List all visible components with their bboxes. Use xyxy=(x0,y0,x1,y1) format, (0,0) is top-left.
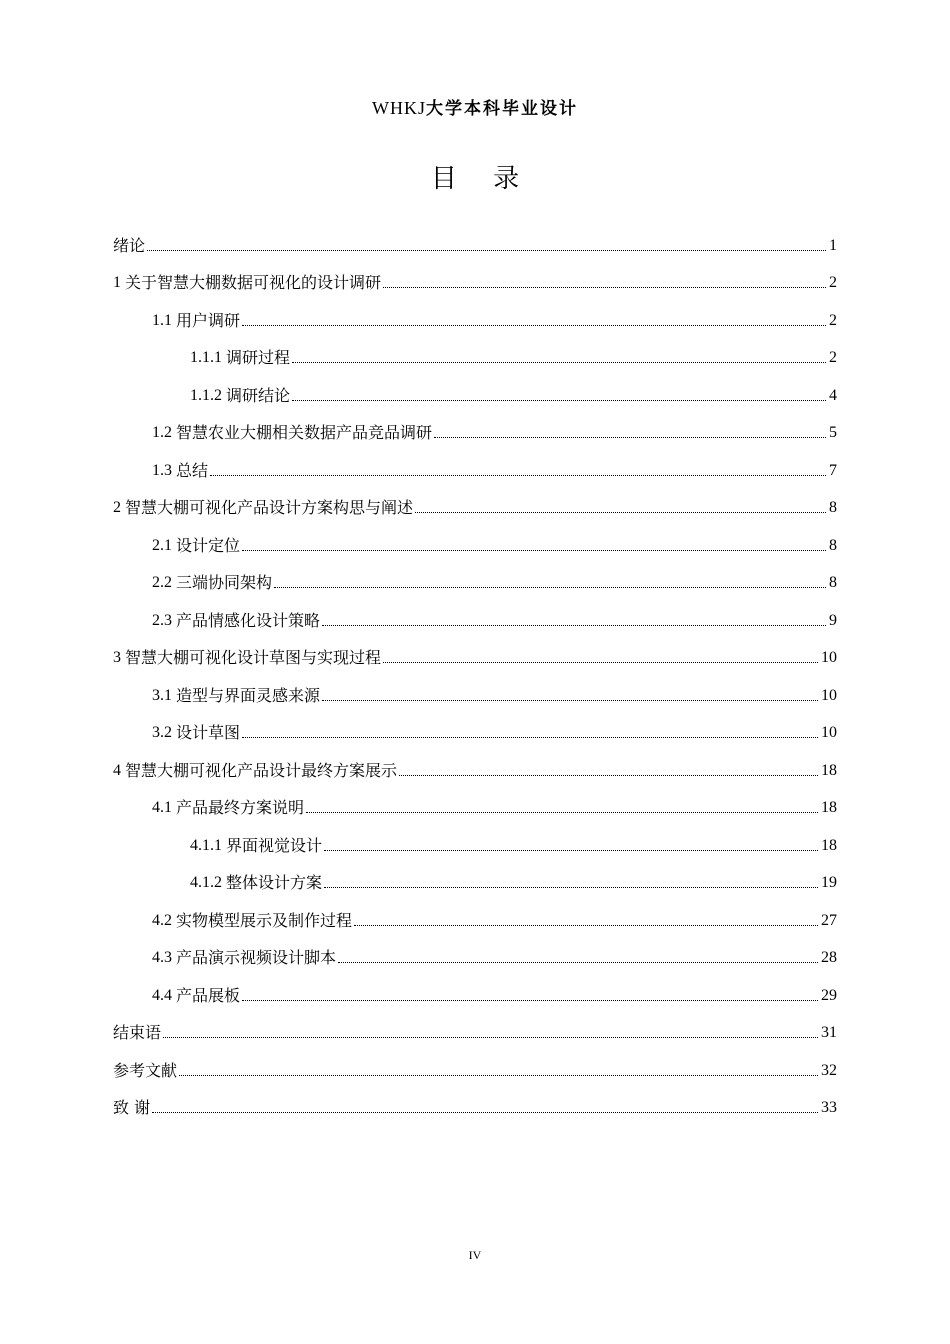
toc-entry-number: 2.3 xyxy=(152,611,176,629)
toc-entry[interactable] xyxy=(113,302,837,340)
toc-entry[interactable] xyxy=(113,227,837,265)
toc-entry-title: 结束语 xyxy=(113,1023,162,1043)
toc-entry-page: 1 xyxy=(829,236,837,254)
toc-entry-page: 28 xyxy=(821,949,837,967)
toc-dot-leader xyxy=(383,648,818,668)
toc-entry-page: 10 xyxy=(821,724,837,742)
toc-entry-title: 用户调研 xyxy=(176,310,241,330)
toc-entry-page: 29 xyxy=(821,986,837,1004)
toc-entry-title: 智慧大棚可视化产品设计方案构思与阐述 xyxy=(125,498,414,518)
toc-dot-leader xyxy=(242,986,818,1006)
toc-entry-page: 33 xyxy=(821,1099,837,1117)
toc-entry-number: 4.2 xyxy=(152,911,176,929)
toc-dot-leader xyxy=(179,1061,818,1081)
toc-dot-leader xyxy=(152,1098,818,1118)
toc-entry-number: 2 xyxy=(113,499,125,517)
toc-entry[interactable] xyxy=(113,1015,837,1053)
toc-entry[interactable] xyxy=(113,1052,837,1090)
header-title-text: 大学本科毕业设计 xyxy=(426,99,578,119)
toc-entry-number: 3.2 xyxy=(152,724,176,742)
toc-entry-page: 18 xyxy=(821,836,837,854)
table-of-contents xyxy=(113,227,837,1127)
toc-dot-leader xyxy=(322,611,826,631)
toc-entry-page: 10 xyxy=(821,686,837,704)
toc-entry[interactable] xyxy=(113,865,837,903)
toc-entry-title: 界面视觉设计 xyxy=(226,835,323,855)
toc-entry[interactable] xyxy=(113,677,837,715)
toc-dot-leader xyxy=(434,423,826,443)
toc-dot-leader xyxy=(242,536,826,556)
toc-entry-page: 2 xyxy=(829,349,837,367)
toc-entry-title: 绪论 xyxy=(113,235,146,255)
toc-entry-number: 4.1.2 xyxy=(190,874,226,892)
toc-entry-number: 2.1 xyxy=(152,536,176,554)
toc-entry[interactable] xyxy=(113,902,837,940)
toc-entry-title: 关于智慧大棚数据可视化的设计调研 xyxy=(125,273,382,293)
toc-entry[interactable] xyxy=(113,640,837,678)
toc-entry-number: 1.2 xyxy=(152,424,176,442)
page-header xyxy=(0,94,950,119)
toc-dot-leader xyxy=(292,348,826,368)
toc-entry[interactable] xyxy=(113,827,837,865)
toc-dot-leader xyxy=(324,873,818,893)
toc-entry-number: 1.1.2 xyxy=(190,386,226,404)
toc-entry-page: 18 xyxy=(821,761,837,779)
toc-entry[interactable] xyxy=(113,565,837,603)
toc-entry-page: 31 xyxy=(821,1024,837,1042)
toc-entry-title: 产品演示视频设计脚本 xyxy=(176,948,337,968)
toc-entry-page: 19 xyxy=(821,874,837,892)
toc-entry-page: 5 xyxy=(829,424,837,442)
toc-entry-page: 4 xyxy=(829,386,837,404)
toc-entry-title: 整体设计方案 xyxy=(226,873,323,893)
toc-entry-title: 三端协同架构 xyxy=(176,573,273,593)
toc-entry-number: 4.1 xyxy=(152,799,176,817)
toc-entry-page: 7 xyxy=(829,461,837,479)
toc-entry-title: 致 谢 xyxy=(113,1098,151,1118)
toc-entry[interactable] xyxy=(113,265,837,303)
page-number: IV xyxy=(468,1248,482,1262)
toc-entry[interactable] xyxy=(113,715,837,753)
toc-entry-number: 1.1 xyxy=(152,311,176,329)
toc-entry-number: 3 xyxy=(113,649,125,667)
toc-entry-number: 4.1.1 xyxy=(190,836,226,854)
toc-entry-page: 2 xyxy=(829,311,837,329)
toc-entry-number: 4.4 xyxy=(152,986,176,1004)
toc-entry-title: 总结 xyxy=(176,460,209,480)
toc-entry[interactable] xyxy=(113,752,837,790)
toc-entry-page: 10 xyxy=(821,649,837,667)
toc-dot-leader xyxy=(292,386,826,406)
toc-entry-title: 产品展板 xyxy=(176,985,241,1005)
toc-entry-title: 智慧大棚可视化产品设计最终方案展示 xyxy=(125,760,398,780)
toc-entry-page: 27 xyxy=(821,911,837,929)
toc-entry-page: 8 xyxy=(829,536,837,554)
toc-entry-title: 产品最终方案说明 xyxy=(176,798,305,818)
toc-entry-title: 设计定位 xyxy=(176,535,241,555)
toc-entry[interactable] xyxy=(113,415,837,453)
toc-entry-page: 18 xyxy=(821,799,837,817)
toc-entry-title: 造型与界面灵感来源 xyxy=(176,685,321,705)
toc-entry-number: 4 xyxy=(113,761,125,779)
toc-entry-number: 1.1.1 xyxy=(190,349,226,367)
toc-entry-title: 实物模型展示及制作过程 xyxy=(176,910,353,930)
toc-entry-title: 调研过程 xyxy=(226,348,291,368)
toc-entry-number: 4.3 xyxy=(152,949,176,967)
toc-dot-leader xyxy=(383,273,826,293)
toc-entry-title: 参考文献 xyxy=(113,1060,178,1080)
toc-entry[interactable] xyxy=(113,977,837,1015)
header-latin-text: WHKJ xyxy=(372,98,426,118)
toc-dot-leader xyxy=(274,573,826,593)
toc-entry[interactable] xyxy=(113,940,837,978)
toc-heading: 目 录 xyxy=(430,164,534,194)
toc-entry-title: 智慧农业大棚相关数据产品竞品调研 xyxy=(176,423,433,443)
toc-dot-leader xyxy=(399,761,818,781)
toc-dot-leader xyxy=(242,723,818,743)
toc-entry[interactable] xyxy=(113,377,837,415)
toc-dot-leader xyxy=(210,461,826,481)
toc-entry-title: 产品情感化设计策略 xyxy=(176,610,321,630)
toc-entry-title: 设计草图 xyxy=(176,723,241,743)
toc-entry[interactable] xyxy=(113,340,837,378)
toc-entry-number: 1 xyxy=(113,274,125,292)
toc-entry[interactable] xyxy=(113,1090,837,1128)
toc-entry-number: 1.3 xyxy=(152,461,176,479)
toc-entry-page: 8 xyxy=(829,499,837,517)
toc-dot-leader xyxy=(322,686,818,706)
toc-entry-page: 8 xyxy=(829,574,837,592)
toc-entry-page: 9 xyxy=(829,611,837,629)
toc-dot-leader xyxy=(163,1023,818,1043)
toc-entry-page: 32 xyxy=(821,1061,837,1079)
toc-entry[interactable] xyxy=(113,790,837,828)
toc-entry[interactable] xyxy=(113,490,837,528)
toc-dot-leader xyxy=(415,498,826,518)
toc-entry-title: 智慧大棚可视化设计草图与实现过程 xyxy=(125,648,382,668)
toc-dot-leader xyxy=(147,236,826,256)
toc-entry-page: 2 xyxy=(829,274,837,292)
toc-dot-leader xyxy=(354,911,818,931)
toc-entry-number: 2.2 xyxy=(152,574,176,592)
toc-dot-leader xyxy=(324,836,818,856)
toc-dot-leader xyxy=(338,948,818,968)
toc-dot-leader xyxy=(242,311,826,331)
toc-entry-number: 3.1 xyxy=(152,686,176,704)
toc-entry[interactable] xyxy=(113,527,837,565)
toc-entry[interactable] xyxy=(113,602,837,640)
toc-entry[interactable] xyxy=(113,452,837,490)
toc-entry-title: 调研结论 xyxy=(226,385,291,405)
toc-dot-leader xyxy=(306,798,818,818)
